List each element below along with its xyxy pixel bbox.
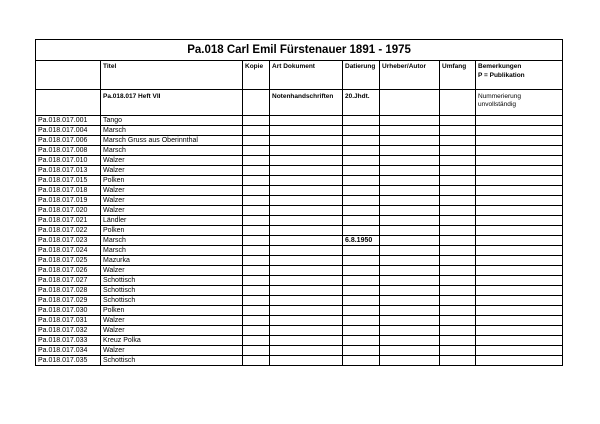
table-row (36, 356, 563, 366)
cell-titel: Mazurka (101, 256, 243, 266)
cell-urheber (380, 316, 440, 326)
cell-urheber (380, 286, 440, 296)
cell-kopie (243, 156, 270, 166)
heft-titel: Pa.018.017 Heft VII (101, 90, 243, 116)
cell-bemerkungen (476, 216, 563, 226)
cell-umfang (440, 206, 476, 216)
cell-umfang (440, 266, 476, 276)
cell-kopie (243, 246, 270, 256)
cell-umfang (440, 286, 476, 296)
cell-datierung (343, 356, 380, 366)
cell-kopie (243, 116, 270, 126)
header-datierung: Datierung (343, 61, 380, 90)
cell-id: Pa.018.017.008 (36, 146, 101, 156)
cell-kopie (243, 196, 270, 206)
cell-kopie (243, 216, 270, 226)
table-row (36, 216, 563, 226)
cell-kopie (243, 136, 270, 146)
cell-titel: Walzer (101, 196, 243, 206)
cell-datierung (343, 206, 380, 216)
cell-urheber (380, 296, 440, 306)
cell-urheber (380, 176, 440, 186)
cell-titel: Marsch Gruss aus Oberinnthal (101, 136, 243, 146)
header-bemerkungen-label: Bemerkungen (478, 63, 522, 70)
cell-urheber (380, 276, 440, 286)
table-row (36, 286, 563, 296)
cell-titel: Walzer (101, 326, 243, 336)
cell-urheber (380, 156, 440, 166)
cell-art-dokument (270, 156, 343, 166)
cell-urheber (380, 256, 440, 266)
cell-datierung (343, 346, 380, 356)
cell-bemerkungen (476, 266, 563, 276)
cell-titel: Polken (101, 176, 243, 186)
cell-titel: Kreuz Polka (101, 336, 243, 346)
heft-datierung: 20.Jhdt. (343, 90, 380, 116)
cell-umfang (440, 246, 476, 256)
cell-umfang (440, 336, 476, 346)
title-row (36, 40, 563, 61)
cell-art-dokument (270, 316, 343, 326)
cell-umfang (440, 356, 476, 366)
cell-id: Pa.018.017.019 (36, 196, 101, 206)
table-row (36, 236, 563, 246)
cell-urheber (380, 236, 440, 246)
table-row (36, 336, 563, 346)
cell-datierung (343, 186, 380, 196)
cell-bemerkungen (476, 296, 563, 306)
cell-art-dokument (270, 176, 343, 186)
cell-kopie (243, 326, 270, 336)
cell-id: Pa.018.017.033 (36, 336, 101, 346)
cell-kopie (243, 276, 270, 286)
cell-art-dokument (270, 246, 343, 256)
cell-art-dokument (270, 336, 343, 346)
heft-umfang (440, 90, 476, 116)
cell-bemerkungen (476, 246, 563, 256)
cell-urheber (380, 346, 440, 356)
cell-datierung (343, 276, 380, 286)
cell-art-dokument (270, 236, 343, 246)
cell-urheber (380, 246, 440, 256)
cell-urheber (380, 206, 440, 216)
cell-umfang (440, 216, 476, 226)
table-row (36, 116, 563, 126)
table-row (36, 156, 563, 166)
cell-datierung (343, 156, 380, 166)
header-urheber: Urheber/Autor (380, 61, 440, 90)
cell-bemerkungen (476, 196, 563, 206)
cell-art-dokument (270, 266, 343, 276)
cell-art-dokument (270, 116, 343, 126)
cell-art-dokument (270, 276, 343, 286)
cell-umfang (440, 276, 476, 286)
cell-art-dokument (270, 126, 343, 136)
cell-kopie (243, 286, 270, 296)
cell-titel: Polken (101, 226, 243, 236)
cell-id: Pa.018.017.024 (36, 246, 101, 256)
table-row (36, 136, 563, 146)
cell-umfang (440, 156, 476, 166)
heft-urheber (380, 90, 440, 116)
cell-umfang (440, 346, 476, 356)
cell-umfang (440, 306, 476, 316)
cell-datierung (343, 196, 380, 206)
cell-datierung (343, 226, 380, 236)
cell-kopie (243, 186, 270, 196)
cell-urheber (380, 306, 440, 316)
cell-urheber (380, 266, 440, 276)
table-row (36, 246, 563, 256)
cell-datierung (343, 216, 380, 226)
cell-id: Pa.018.017.015 (36, 176, 101, 186)
cell-id: Pa.018.017.026 (36, 266, 101, 276)
header-titel: Titel (101, 61, 243, 90)
table-row (36, 306, 563, 316)
table-row (36, 196, 563, 206)
cell-kopie (243, 296, 270, 306)
cell-kopie (243, 236, 270, 246)
cell-titel: Walzer (101, 156, 243, 166)
cell-art-dokument (270, 206, 343, 216)
cell-art-dokument (270, 306, 343, 316)
cell-titel: Schottisch (101, 356, 243, 366)
cell-id: Pa.018.017.030 (36, 306, 101, 316)
cell-umfang (440, 256, 476, 266)
cell-kopie (243, 306, 270, 316)
table-row (36, 296, 563, 306)
cell-umfang (440, 136, 476, 146)
cell-id: Pa.018.017.001 (36, 116, 101, 126)
table-row (36, 126, 563, 136)
cell-titel: Schottisch (101, 296, 243, 306)
cell-titel: Ländler (101, 216, 243, 226)
cell-datierung (343, 306, 380, 316)
cell-bemerkungen (476, 206, 563, 216)
cell-art-dokument (270, 226, 343, 236)
cell-datierung (343, 326, 380, 336)
cell-bemerkungen (476, 226, 563, 236)
cell-bemerkungen (476, 186, 563, 196)
cell-umfang (440, 186, 476, 196)
cell-urheber (380, 146, 440, 156)
header-row (36, 61, 563, 90)
cell-urheber (380, 326, 440, 336)
cell-umfang (440, 296, 476, 306)
cell-titel: Walzer (101, 166, 243, 176)
cell-titel: Walzer (101, 346, 243, 356)
cell-id: Pa.018.017.020 (36, 206, 101, 216)
cell-kopie (243, 226, 270, 236)
cell-datierung (343, 296, 380, 306)
cell-urheber (380, 336, 440, 346)
cell-id: Pa.018.017.010 (36, 156, 101, 166)
cell-umfang (440, 326, 476, 336)
cell-id: Pa.018.017.025 (36, 256, 101, 266)
cell-id: Pa.018.017.027 (36, 276, 101, 286)
cell-urheber (380, 216, 440, 226)
cell-datierung (343, 316, 380, 326)
header-art-dokument: Art Dokument (270, 61, 343, 90)
cell-urheber (380, 186, 440, 196)
heft-bemerkungen: Nummerierung unvollständig (476, 90, 563, 116)
cell-bemerkungen (476, 346, 563, 356)
heft-id (36, 90, 101, 116)
header-publikation-note: P = Publikation (478, 72, 525, 79)
cell-datierung (343, 146, 380, 156)
cell-bemerkungen (476, 316, 563, 326)
header-umfang: Umfang (440, 61, 476, 90)
cell-bemerkungen (476, 306, 563, 316)
cell-id: Pa.018.017.035 (36, 356, 101, 366)
cell-bemerkungen (476, 356, 563, 366)
cell-titel: Walzer (101, 316, 243, 326)
cell-urheber (380, 196, 440, 206)
cell-kopie (243, 316, 270, 326)
table-row (36, 256, 563, 266)
cell-id: Pa.018.017.023 (36, 236, 101, 246)
cell-kopie (243, 126, 270, 136)
cell-id: Pa.018.017.029 (36, 296, 101, 306)
cell-kopie (243, 176, 270, 186)
cell-art-dokument (270, 136, 343, 146)
cell-datierung (343, 256, 380, 266)
cell-id: Pa.018.017.028 (36, 286, 101, 296)
cell-umfang (440, 226, 476, 236)
cell-kopie (243, 166, 270, 176)
cell-umfang (440, 146, 476, 156)
cell-id: Pa.018.017.021 (36, 216, 101, 226)
cell-bemerkungen (476, 136, 563, 146)
cell-umfang (440, 176, 476, 186)
cell-datierung (343, 176, 380, 186)
cell-art-dokument (270, 286, 343, 296)
cell-art-dokument (270, 296, 343, 306)
cell-datierung (343, 116, 380, 126)
cell-art-dokument (270, 196, 343, 206)
cell-bemerkungen (476, 176, 563, 186)
cell-bemerkungen (476, 126, 563, 136)
cell-titel: Walzer (101, 206, 243, 216)
cell-urheber (380, 356, 440, 366)
cell-bemerkungen (476, 146, 563, 156)
cell-titel: Marsch (101, 246, 243, 256)
inventory-table (35, 39, 563, 366)
cell-id: Pa.018.017.034 (36, 346, 101, 356)
cell-art-dokument (270, 256, 343, 266)
cell-umfang (440, 116, 476, 126)
table-row (36, 226, 563, 236)
cell-kopie (243, 206, 270, 216)
cell-urheber (380, 126, 440, 136)
table-row (36, 266, 563, 276)
cell-art-dokument (270, 186, 343, 196)
cell-art-dokument (270, 166, 343, 176)
cell-kopie (243, 336, 270, 346)
table-row (36, 176, 563, 186)
cell-datierung (343, 336, 380, 346)
cell-umfang (440, 126, 476, 136)
cell-id: Pa.018.017.022 (36, 226, 101, 236)
cell-id: Pa.018.017.018 (36, 186, 101, 196)
table-row (36, 206, 563, 216)
cell-id: Pa.018.017.031 (36, 316, 101, 326)
cell-urheber (380, 116, 440, 126)
cell-art-dokument (270, 216, 343, 226)
cell-kopie (243, 146, 270, 156)
cell-datierung (343, 136, 380, 146)
cell-bemerkungen (476, 336, 563, 346)
table-row (36, 316, 563, 326)
cell-bemerkungen (476, 166, 563, 176)
cell-titel: Marsch (101, 146, 243, 156)
cell-id: Pa.018.017.032 (36, 326, 101, 336)
cell-urheber (380, 136, 440, 146)
cell-datierung: 6.8.1950 (343, 236, 380, 246)
table-row (36, 276, 563, 286)
document-title: Pa.018 Carl Emil Fürstenauer 1891 - 1975 (36, 40, 563, 61)
cell-datierung (343, 126, 380, 136)
cell-bemerkungen (476, 326, 563, 336)
cell-art-dokument (270, 146, 343, 156)
heft-art-dokument: Notenhandschriften (270, 90, 343, 116)
header-kopie: Kopie (243, 61, 270, 90)
header-id (36, 61, 101, 90)
cell-id: Pa.018.017.004 (36, 126, 101, 136)
cell-bemerkungen (476, 286, 563, 296)
cell-titel: Schottisch (101, 286, 243, 296)
cell-umfang (440, 236, 476, 246)
cell-kopie (243, 346, 270, 356)
cell-id: Pa.018.017.013 (36, 166, 101, 176)
cell-umfang (440, 196, 476, 206)
table-row (36, 346, 563, 356)
cell-urheber (380, 226, 440, 236)
cell-titel: Schottisch (101, 276, 243, 286)
cell-art-dokument (270, 346, 343, 356)
cell-bemerkungen (476, 276, 563, 286)
cell-datierung (343, 286, 380, 296)
cell-kopie (243, 356, 270, 366)
cell-bemerkungen (476, 256, 563, 266)
header-bemerkungen (476, 61, 563, 90)
cell-bemerkungen (476, 236, 563, 246)
cell-umfang (440, 316, 476, 326)
cell-datierung (343, 166, 380, 176)
cell-titel: Walzer (101, 266, 243, 276)
cell-art-dokument (270, 326, 343, 336)
table-row (36, 146, 563, 156)
cell-bemerkungen (476, 156, 563, 166)
heft-row (36, 90, 563, 116)
cell-id: Pa.018.017.006 (36, 136, 101, 146)
cell-datierung (343, 246, 380, 256)
cell-titel: Polken (101, 306, 243, 316)
cell-bemerkungen (476, 116, 563, 126)
cell-titel: Marsch (101, 126, 243, 136)
cell-datierung (343, 266, 380, 276)
cell-umfang (440, 166, 476, 176)
heft-kopie (243, 90, 270, 116)
cell-titel: Walzer (101, 186, 243, 196)
table-row (36, 186, 563, 196)
cell-art-dokument (270, 356, 343, 366)
table-row (36, 326, 563, 336)
cell-kopie (243, 256, 270, 266)
cell-titel: Marsch (101, 236, 243, 246)
cell-kopie (243, 266, 270, 276)
cell-urheber (380, 166, 440, 176)
table-row (36, 166, 563, 176)
cell-titel: Tango (101, 116, 243, 126)
